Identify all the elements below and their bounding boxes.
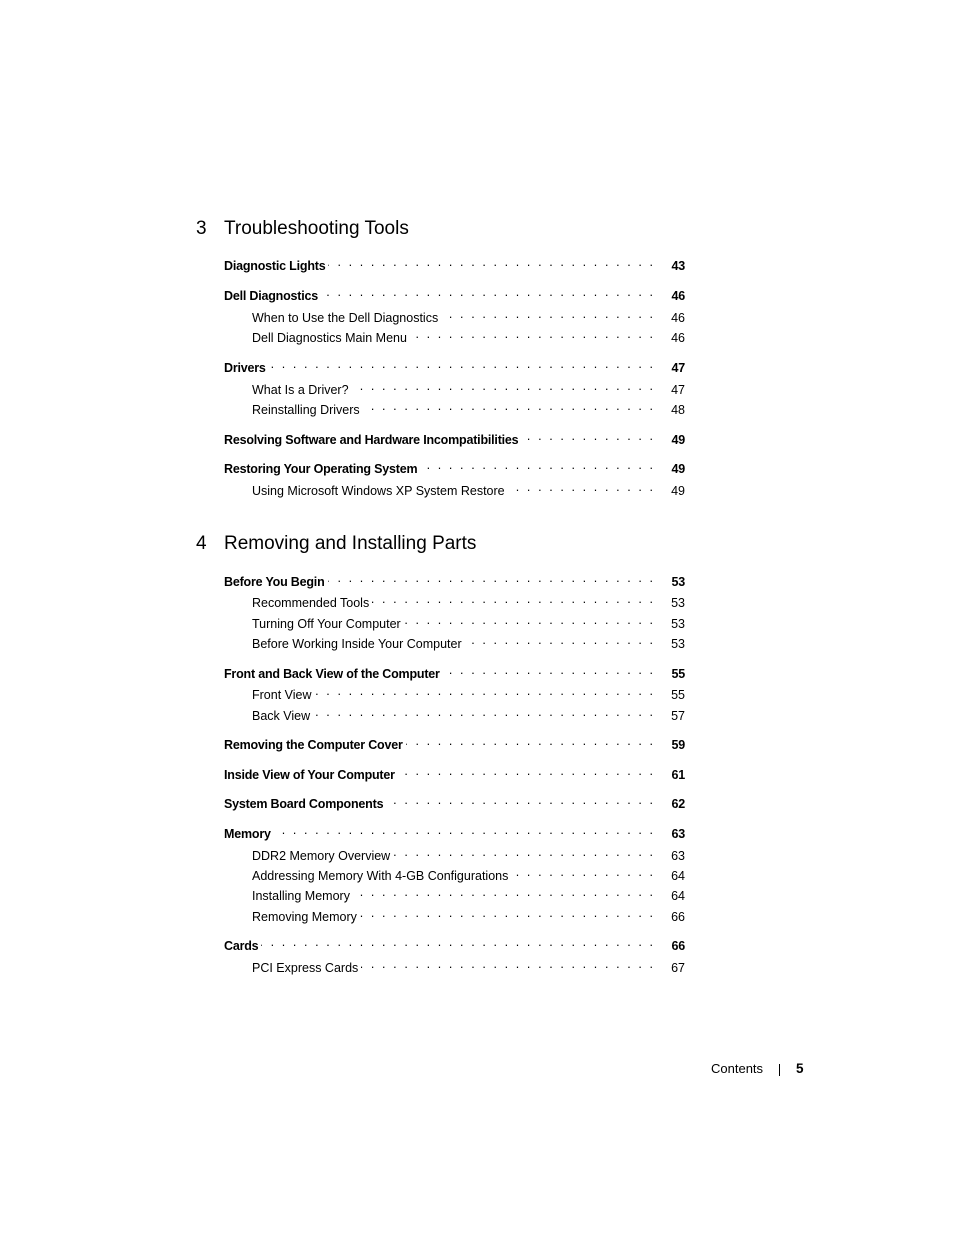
entry-title: DDR2 Memory Overview xyxy=(252,849,391,863)
dot-leader xyxy=(465,632,653,648)
entry-title: Reinstalling Drivers xyxy=(252,403,360,417)
toc-section-entry[interactable] xyxy=(224,284,685,304)
entry-page-number: 59 xyxy=(671,738,685,752)
entry-page-number: 46 xyxy=(671,289,685,303)
toc-subsection-entry[interactable] xyxy=(252,704,685,724)
dot-leader xyxy=(508,479,653,495)
entry-title: Dell Diagnostics xyxy=(224,289,319,303)
toc-section-entry[interactable] xyxy=(224,763,685,783)
footer-section-label: Contents xyxy=(711,1061,764,1076)
entry-page-number: 46 xyxy=(671,331,685,345)
entry-page-number: 47 xyxy=(671,383,685,397)
dot-leader xyxy=(406,733,653,749)
entry-page-number: 43 xyxy=(671,259,685,273)
entry-title: Removing Memory xyxy=(252,910,357,924)
entry-title: Resolving Software and Hardware Incompatibilities xyxy=(224,433,519,447)
toc-subsection-entry[interactable] xyxy=(252,632,685,652)
toc-section-entry[interactable] xyxy=(224,428,685,448)
toc-section-entry[interactable] xyxy=(224,356,685,376)
entry-page-number: 62 xyxy=(671,797,685,811)
entry-title: Using Microsoft Windows XP System Restore xyxy=(252,484,505,498)
dot-leader xyxy=(372,591,653,607)
toc-subsection-entry[interactable] xyxy=(252,479,685,499)
toc-subsection-entry[interactable] xyxy=(252,864,685,884)
entry-page-number: 67 xyxy=(671,961,685,975)
entry-title: Diagnostic Lights xyxy=(224,259,326,273)
entry-page-number: 55 xyxy=(671,688,685,702)
entry-page-number: 53 xyxy=(671,596,685,610)
entry-page-number: 64 xyxy=(671,869,685,883)
entry-title: Front View xyxy=(252,688,312,702)
toc-section-entry[interactable] xyxy=(224,254,685,274)
entry-page-number: 57 xyxy=(671,709,685,723)
entry-title: Drivers xyxy=(224,361,266,375)
dot-leader xyxy=(274,822,653,838)
dot-leader xyxy=(315,683,653,699)
entry-page-number: 47 xyxy=(671,361,685,375)
entry-page-number: 61 xyxy=(671,768,685,782)
toc-subsection-entry[interactable] xyxy=(252,591,685,611)
entry-page-number: 66 xyxy=(671,939,685,953)
entry-page-number: 63 xyxy=(671,827,685,841)
toc-subsection-entry[interactable] xyxy=(252,612,685,632)
entry-page-number: 64 xyxy=(671,889,685,903)
toc-section-entry[interactable] xyxy=(224,457,685,477)
toc-subsection-entry[interactable] xyxy=(252,378,685,398)
toc-subsection-entry[interactable] xyxy=(252,905,685,925)
toc-subsection-entry[interactable] xyxy=(252,683,685,703)
entry-title: What Is a Driver? xyxy=(252,383,349,397)
entry-title: Recommended Tools xyxy=(252,596,370,610)
footer-divider xyxy=(779,1064,780,1076)
chapter-title: Removing and Installing Parts xyxy=(224,533,477,554)
dot-leader xyxy=(443,662,653,678)
dot-leader xyxy=(363,398,653,414)
dot-leader xyxy=(410,326,653,342)
dot-leader xyxy=(361,956,653,972)
entry-page-number: 53 xyxy=(671,617,685,631)
page-footer xyxy=(711,1061,811,1079)
entry-page-number: 63 xyxy=(671,849,685,863)
toc-section-entry[interactable] xyxy=(224,934,685,954)
entry-title: Installing Memory xyxy=(252,889,350,903)
dot-leader xyxy=(261,934,653,950)
entry-title: Back View xyxy=(252,709,311,723)
entry-title: Addressing Memory With 4-GB Configurations xyxy=(252,869,509,883)
dot-leader xyxy=(511,864,653,880)
chapter-heading xyxy=(196,218,686,246)
toc-subsection-entry[interactable] xyxy=(252,306,685,326)
entry-title: Restoring Your Operating System xyxy=(224,462,418,476)
entry-title: Removing the Computer Cover xyxy=(224,738,403,752)
toc-subsection-entry[interactable] xyxy=(252,326,685,346)
dot-leader xyxy=(420,457,653,473)
dot-leader xyxy=(441,306,653,322)
entry-title: Cards xyxy=(224,939,259,953)
entry-page-number: 55 xyxy=(671,667,685,681)
chapter-4 xyxy=(196,533,686,978)
entry-page-number: 53 xyxy=(671,637,685,651)
dot-leader xyxy=(328,570,653,586)
entry-title: System Board Components xyxy=(224,797,384,811)
entry-title: Before You Begin xyxy=(224,575,325,589)
chapter-3 xyxy=(196,218,686,508)
dot-leader xyxy=(269,356,653,372)
footer-page-number: 5 xyxy=(796,1061,804,1076)
dot-leader xyxy=(328,254,653,270)
toc-section-entry[interactable] xyxy=(224,822,685,842)
entry-page-number: 46 xyxy=(671,311,685,325)
toc-section-entry[interactable] xyxy=(224,662,685,682)
dot-leader xyxy=(321,284,653,300)
entry-title: Inside View of Your Computer xyxy=(224,768,395,782)
chapter-title: Troubleshooting Tools xyxy=(224,218,409,239)
toc-subsection-entry[interactable] xyxy=(252,398,685,418)
toc-subsection-entry[interactable] xyxy=(252,844,685,864)
entry-title: Before Working Inside Your Computer xyxy=(252,637,462,651)
dot-leader xyxy=(313,704,653,720)
dot-leader xyxy=(398,763,653,779)
toc-subsection-entry[interactable] xyxy=(252,956,685,976)
toc-section-entry[interactable] xyxy=(224,570,685,590)
entry-title: PCI Express Cards xyxy=(252,961,359,975)
entry-page-number: 49 xyxy=(671,462,685,476)
toc-subsection-entry[interactable] xyxy=(252,884,685,904)
entry-title: Dell Diagnostics Main Menu xyxy=(252,331,407,345)
dot-leader xyxy=(352,378,653,394)
toc-section-entry[interactable] xyxy=(224,733,685,753)
entry-page-number: 49 xyxy=(671,484,685,498)
chapter-heading xyxy=(196,533,686,561)
entry-page-number: 48 xyxy=(671,403,685,417)
entry-page-number: 53 xyxy=(671,575,685,589)
entry-title: Memory xyxy=(224,827,271,841)
toc-section-entry[interactable] xyxy=(224,792,685,812)
dot-leader xyxy=(404,612,653,628)
entry-title: When to Use the Dell Diagnostics xyxy=(252,311,439,325)
dot-leader xyxy=(393,844,653,860)
dot-leader xyxy=(386,792,653,808)
entry-title: Turning Off Your Computer xyxy=(252,617,401,631)
dot-leader xyxy=(360,905,653,921)
entry-page-number: 49 xyxy=(671,433,685,447)
chapter-number: 4 xyxy=(196,533,207,554)
entry-title: Front and Back View of the Computer xyxy=(224,667,440,681)
dot-leader xyxy=(521,428,653,444)
dot-leader xyxy=(353,884,653,900)
chapter-number: 3 xyxy=(196,218,207,239)
entry-page-number: 66 xyxy=(671,910,685,924)
